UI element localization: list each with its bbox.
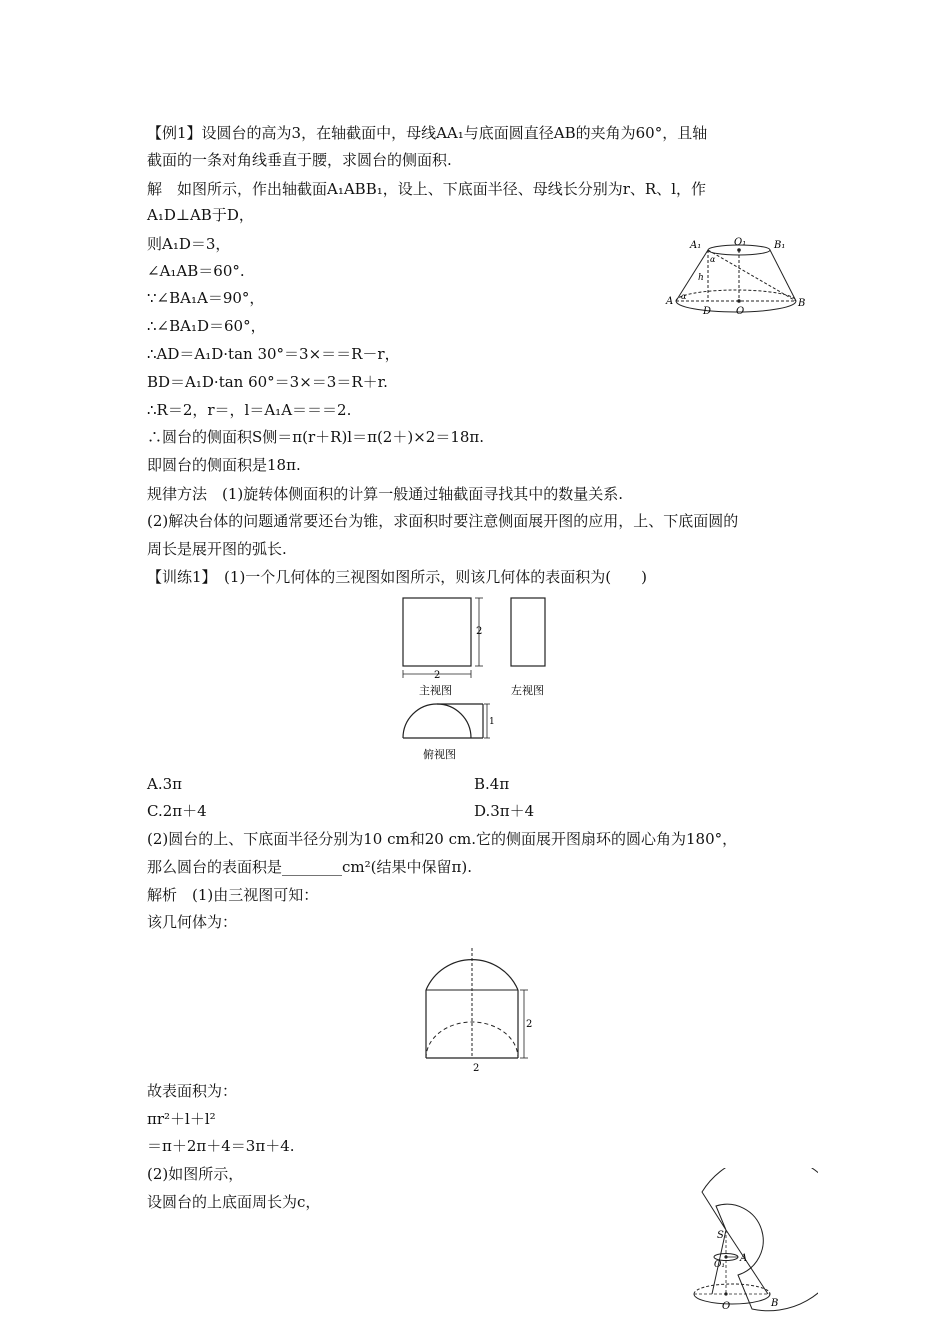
annulus-cone-figure xyxy=(688,1168,818,1318)
label-O: O xyxy=(736,306,745,317)
analysis-line-6: (2)如图所示， xyxy=(147,1165,244,1183)
method-line-3: 周长是展开图的弧长. xyxy=(147,540,287,558)
front-dim-h: 2 xyxy=(476,626,483,637)
solution-line-1: 解 如图所示，作出轴截面A₁ABB₁，设上、下底面半径、母线长分别为r、R、l，作 xyxy=(147,180,707,198)
front-view-label: 主视图 xyxy=(419,684,452,697)
label-B: B xyxy=(798,298,806,309)
solid-dim-h: 2 xyxy=(526,1019,533,1030)
solid-figure xyxy=(416,942,536,1074)
frustum-figure xyxy=(660,236,810,320)
front-dim-w: 2 xyxy=(434,670,441,681)
solution-line-7: ∴AD＝A₁D·tan 30°＝3×＝＝R－r， xyxy=(147,345,400,363)
option-d: D.3π＋4 xyxy=(474,802,535,820)
label-alpha-bottom: α xyxy=(681,292,687,301)
analysis-line-5: ＝π＋2π＋4＝3π＋4. xyxy=(147,1137,295,1155)
label-B1: B₁ xyxy=(774,240,786,251)
analysis-line-7: 设圆台的上底面周长为c， xyxy=(147,1193,321,1211)
method-line-1: 规律方法 (1)旋转体侧面积的计算一般通过轴截面寻找其中的数量关系. xyxy=(147,485,624,503)
option-a: A.3π xyxy=(147,775,183,793)
example-problem-text-1: 设圆台的高为3，在轴截面中，母线AA₁与底面圆直径AB的夹角为60°，且轴 xyxy=(201,124,708,142)
example-problem-line-1 xyxy=(147,123,707,143)
option-c: C.2π＋4 xyxy=(147,802,207,820)
analysis-line-1: 解析 (1)由三视图可知： xyxy=(147,886,319,904)
label-A1: A₁ xyxy=(690,240,702,251)
solution-line-10: ∴圆台的侧面积S侧＝π(r＋R)l＝π(2＋)×2＝18π. xyxy=(147,428,485,446)
solution-line-8: BD＝A₁D·tan 60°＝3×＝3＝R＋r. xyxy=(147,373,388,391)
question-2-line-1: (2)圆台的上、下底面半径分别为10 cm和20 cm.它的侧面展开图扇环的圆心角为180°， xyxy=(147,830,738,848)
analysis-line-4: πr²＋l＋l² xyxy=(147,1110,216,1128)
annulus-label-O1: O₁ xyxy=(714,1260,725,1270)
annulus-label-S: S xyxy=(717,1230,724,1241)
training-line-1: 【训练1】 (1)一个几何体的三视图如图所示，则该几何体的表面积为( ) xyxy=(147,568,647,586)
label-A: A xyxy=(666,296,674,307)
option-b: B.4π xyxy=(474,775,510,793)
top-view-label: 俯视图 xyxy=(423,748,456,761)
example-tag: 【例1】 xyxy=(147,124,202,142)
annulus-label-B: B xyxy=(771,1298,779,1309)
solution-line-11: 即圆台的侧面积是18π. xyxy=(147,456,301,474)
solution-line-6: ∴∠BA₁D＝60°， xyxy=(147,317,266,335)
question-2-line-2: 那么圆台的表面积是________cm²(结果中保留π). xyxy=(147,858,472,876)
annulus-label-O: O xyxy=(722,1301,731,1312)
three-view-figure xyxy=(395,592,555,764)
top-dim-r: 1 xyxy=(489,717,495,727)
solid-dim-w: 2 xyxy=(473,1063,480,1074)
solution-line-2: A₁D⊥AB于D， xyxy=(147,206,254,224)
label-O1: O₁ xyxy=(734,237,747,248)
label-D: D xyxy=(703,306,712,317)
solution-line-5: ∵∠BA₁A＝90°， xyxy=(147,289,265,307)
solution-line-9: ∴R＝2，r＝，l＝A₁A＝＝＝2. xyxy=(147,401,352,419)
side-view-label: 左视图 xyxy=(511,684,544,697)
label-h: h xyxy=(698,273,704,283)
method-line-2: (2)解决台体的问题通常要还台为锥，求面积时要注意侧面展开图的应用，上、下底面圆的 xyxy=(147,512,739,530)
label-alpha-top: α xyxy=(710,255,716,264)
analysis-line-2: 该几何体为： xyxy=(147,913,238,931)
solution-line-4: ∠A₁AB＝60°. xyxy=(147,262,245,280)
solution-line-3: 则A₁D＝3， xyxy=(147,235,231,253)
example-problem-line-2: 截面的一条对角线垂直于腰，求圆台的侧面积. xyxy=(147,151,452,169)
annulus-label-A: A xyxy=(740,1253,748,1264)
analysis-line-3: 故表面积为： xyxy=(147,1082,238,1100)
